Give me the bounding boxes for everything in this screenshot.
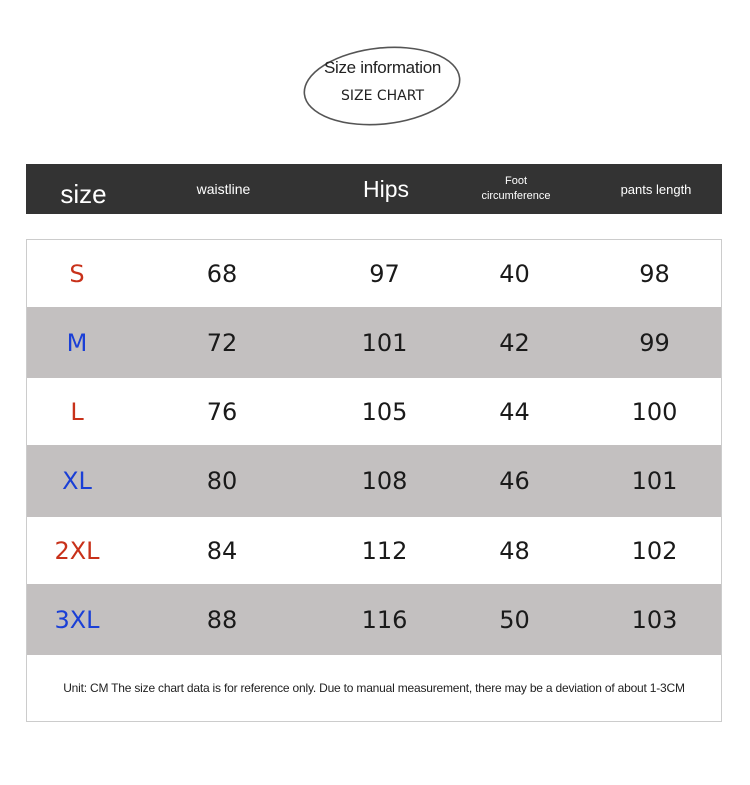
table-row — [27, 445, 721, 517]
header-hips: Hips — [362, 175, 409, 202]
pants-length-value: 100 — [631, 397, 678, 426]
size-label: S — [69, 259, 85, 288]
title-badge — [300, 40, 465, 130]
table-row — [27, 307, 721, 378]
hips-value: 101 — [361, 328, 408, 357]
foot-value: 46 — [499, 467, 530, 495]
table-header — [26, 164, 722, 214]
foot-value: 40 — [499, 259, 530, 288]
hips-value: 108 — [361, 467, 408, 495]
hips-value: 97 — [369, 259, 400, 288]
table-row — [27, 240, 721, 307]
header-foot-line1: Foot — [504, 175, 527, 187]
size-table — [26, 239, 722, 722]
header-foot-circumference — [456, 164, 576, 214]
size-label: L — [70, 397, 84, 426]
header-pants-length: pants length — [620, 181, 692, 197]
size-label: M — [66, 328, 88, 357]
hips-value: 116 — [361, 605, 408, 634]
pants-length-value: 98 — [639, 259, 670, 288]
title-size-chart: SIZE CHART — [340, 88, 425, 104]
waistline-value: 84 — [206, 536, 238, 565]
foot-value: 48 — [499, 536, 530, 565]
header-foot-line2: circumference — [481, 190, 551, 202]
title-size-information: Size information — [323, 58, 442, 77]
size-label: 2XL — [54, 536, 100, 565]
size-label: XL — [62, 467, 92, 495]
hips-value: 112 — [361, 536, 408, 565]
pants-length-value: 103 — [631, 605, 678, 634]
header-size: size — [60, 178, 107, 209]
waistline-value: 68 — [206, 259, 238, 288]
foot-value: 42 — [499, 328, 530, 357]
pants-length-value: 99 — [639, 328, 670, 357]
foot-value: 50 — [499, 605, 530, 634]
table-row — [27, 517, 721, 584]
pants-length-value: 102 — [631, 536, 678, 565]
pants-length-value: 101 — [631, 467, 678, 495]
unit-note: Unit: CM The size chart data is for reference only. Due to manual measurement, there may be a deviation of about 1-3CM — [63, 681, 685, 695]
hips-value: 105 — [361, 397, 408, 426]
waistline-value: 72 — [206, 328, 238, 357]
waistline-value: 80 — [206, 467, 238, 495]
waistline-value: 76 — [206, 397, 238, 426]
waistline-value: 88 — [206, 605, 238, 634]
foot-value: 44 — [499, 397, 530, 426]
table-row — [27, 584, 721, 655]
size-label: 3XL — [54, 605, 100, 634]
ellipse-outline-icon — [300, 40, 465, 130]
table-row — [27, 378, 721, 445]
header-waistline: waistline — [196, 181, 251, 197]
